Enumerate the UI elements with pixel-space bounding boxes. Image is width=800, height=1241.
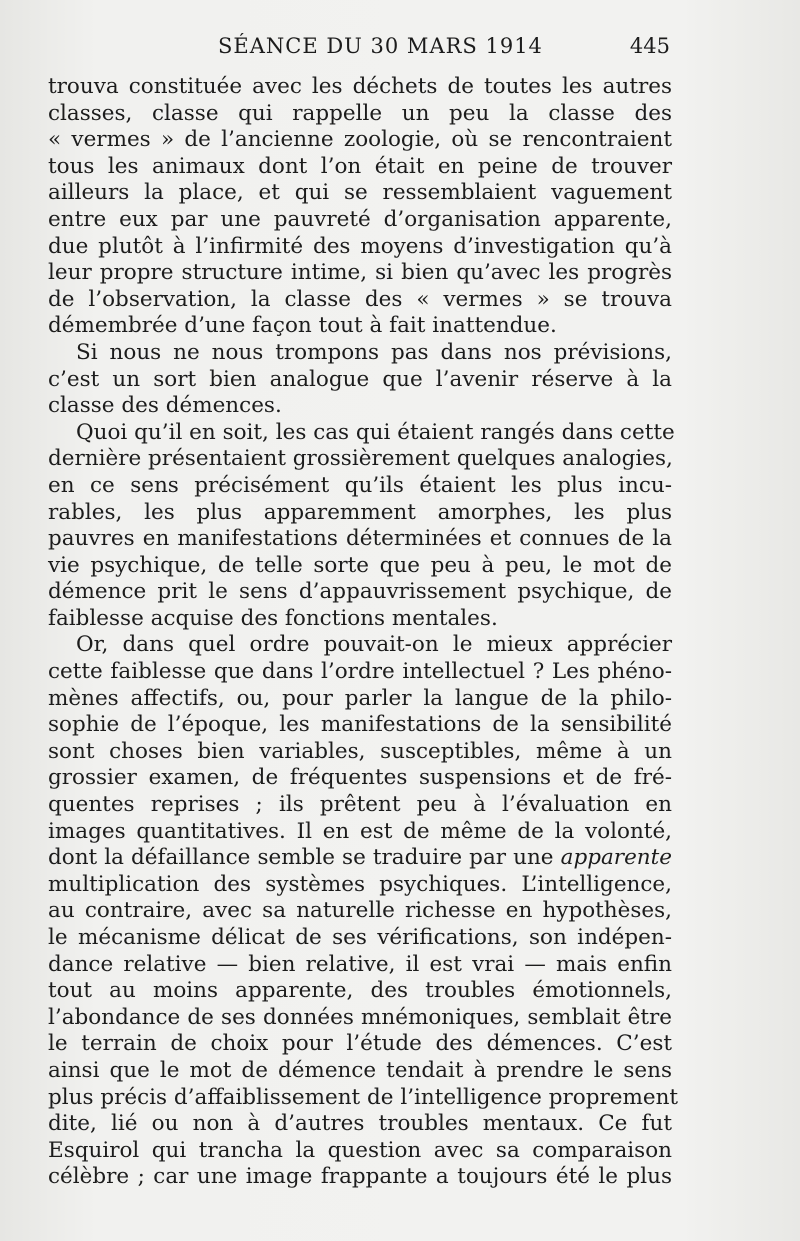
text-line: images quantitatives. Il en est de même de la volonté, bbox=[48, 818, 672, 844]
text-line-with-italic bbox=[48, 845, 672, 872]
paragraph-2 bbox=[48, 340, 672, 420]
text-line: Si nous ne nous trompons pas dans nos prévisions, bbox=[76, 339, 672, 365]
text-line: Or, dans quel ordre pouvait-on le mieux apprécier bbox=[76, 632, 672, 658]
text-line: ainsi que le mot de démence tendait à prendre le sens bbox=[48, 1057, 672, 1083]
text-line: leur propre structure intime, si bien qu’avec les progrès bbox=[48, 260, 672, 286]
text-line: classe des démences. bbox=[48, 393, 282, 419]
text-line: dite, lié ou non à d’autres troubles mentaux. Ce fut bbox=[48, 1111, 672, 1137]
text-line: tout au moins apparente, des troubles émotionnels, bbox=[48, 978, 672, 1004]
text-line: célèbre ; car une image frappante a toujours été le plus bbox=[48, 1164, 672, 1190]
text-segment: dont la défaillance semble se traduire par une bbox=[48, 845, 554, 871]
text-line: entre eux par une pauvreté d’organisation apparente, bbox=[48, 206, 672, 232]
text-line: faiblesse acquise des fonctions mentales. bbox=[48, 605, 498, 631]
paragraph-3 bbox=[48, 419, 675, 633]
page-number: 445 bbox=[629, 34, 670, 58]
text-line: le terrain de choix pour l’étude des démences. C’est bbox=[48, 1031, 672, 1057]
text-line: classes, classe qui rappelle un peu la classe des bbox=[48, 100, 672, 126]
text-line: vie psychique, de telle sorte que peu à peu, le mot de bbox=[48, 552, 672, 578]
running-head bbox=[48, 34, 670, 64]
text-line: due plutôt à l’infirmité des moyens d’investigation qu’à bbox=[48, 233, 672, 259]
text-line: mènes affectifs, ou, pour parler la langue de la philo- bbox=[48, 685, 672, 711]
text-line: rables, les plus apparemment amorphes, les plus bbox=[48, 499, 672, 525]
body-text bbox=[48, 74, 679, 1191]
text-line: démembrée d’une façon tout à fait inattendue. bbox=[48, 313, 557, 339]
text-line: trouva constituée avec les déchets de toutes les autres bbox=[48, 74, 672, 99]
running-head-title: SÉANCE DU 30 MARS 1914 bbox=[218, 34, 543, 58]
paragraph-1 bbox=[48, 74, 672, 340]
text-line: sophie de l’époque, les manifestations de la sensibilité bbox=[48, 712, 672, 738]
text-line: « vermes » de l’ancienne zoologie, où se rencontraient bbox=[48, 127, 672, 153]
text-line: grossier examen, de fréquentes suspensions et de fré- bbox=[48, 765, 672, 791]
italic-word: apparente bbox=[560, 845, 673, 871]
text-line: démence prit le sens d’appauvrissement psychique, de bbox=[48, 579, 672, 605]
text-line: le mécanisme délicat de ses vérifications, son indépen- bbox=[48, 925, 672, 950]
text-line: dance relative — bien relative, il est vrai — mais enfin bbox=[48, 951, 672, 977]
text-line: cette faiblesse que dans l’ordre intellectuel ? Les phéno- bbox=[48, 659, 672, 685]
text-line: Quoi qu’il en soit, les cas qui étaient rangés dans cette bbox=[76, 419, 675, 445]
text-line: plus précis d’affaiblissement de l’intelligence proprement bbox=[48, 1084, 679, 1110]
text-line: multiplication des systèmes psychiques. L’intelligence, bbox=[48, 871, 672, 897]
text-line: sont choses bien variables, susceptibles, même à un bbox=[48, 738, 672, 764]
text-line: pauvres en manifestations déterminées et connues de la bbox=[48, 526, 672, 552]
text-line: de l’observation, la classe des « vermes » se trouva bbox=[48, 286, 672, 312]
text-line: tous les animaux dont l’on était en peine de trouver bbox=[48, 153, 672, 179]
paragraph-4 bbox=[48, 632, 679, 1190]
text-line: dernière présentaient grossièrement quelques analogies, bbox=[48, 446, 673, 472]
text-line: au contraire, avec sa naturelle richesse en hypothèses, bbox=[48, 898, 672, 924]
text-line: quentes reprises ; ils prêtent peu à l’évaluation en bbox=[48, 792, 672, 818]
text-line: en ce sens précisément qu’ils étaient les plus incu- bbox=[48, 472, 672, 498]
text-line: Esquirol qui trancha la question avec sa comparaison bbox=[48, 1137, 672, 1163]
text-line: l’abondance de ses données mnémoniques, semblait être bbox=[48, 1004, 672, 1030]
text-line: ailleurs la place, et qui se ressemblaient vaguement bbox=[48, 180, 672, 206]
text-line: c’est un sort bien analogue que l’avenir réserve à la bbox=[48, 366, 672, 392]
